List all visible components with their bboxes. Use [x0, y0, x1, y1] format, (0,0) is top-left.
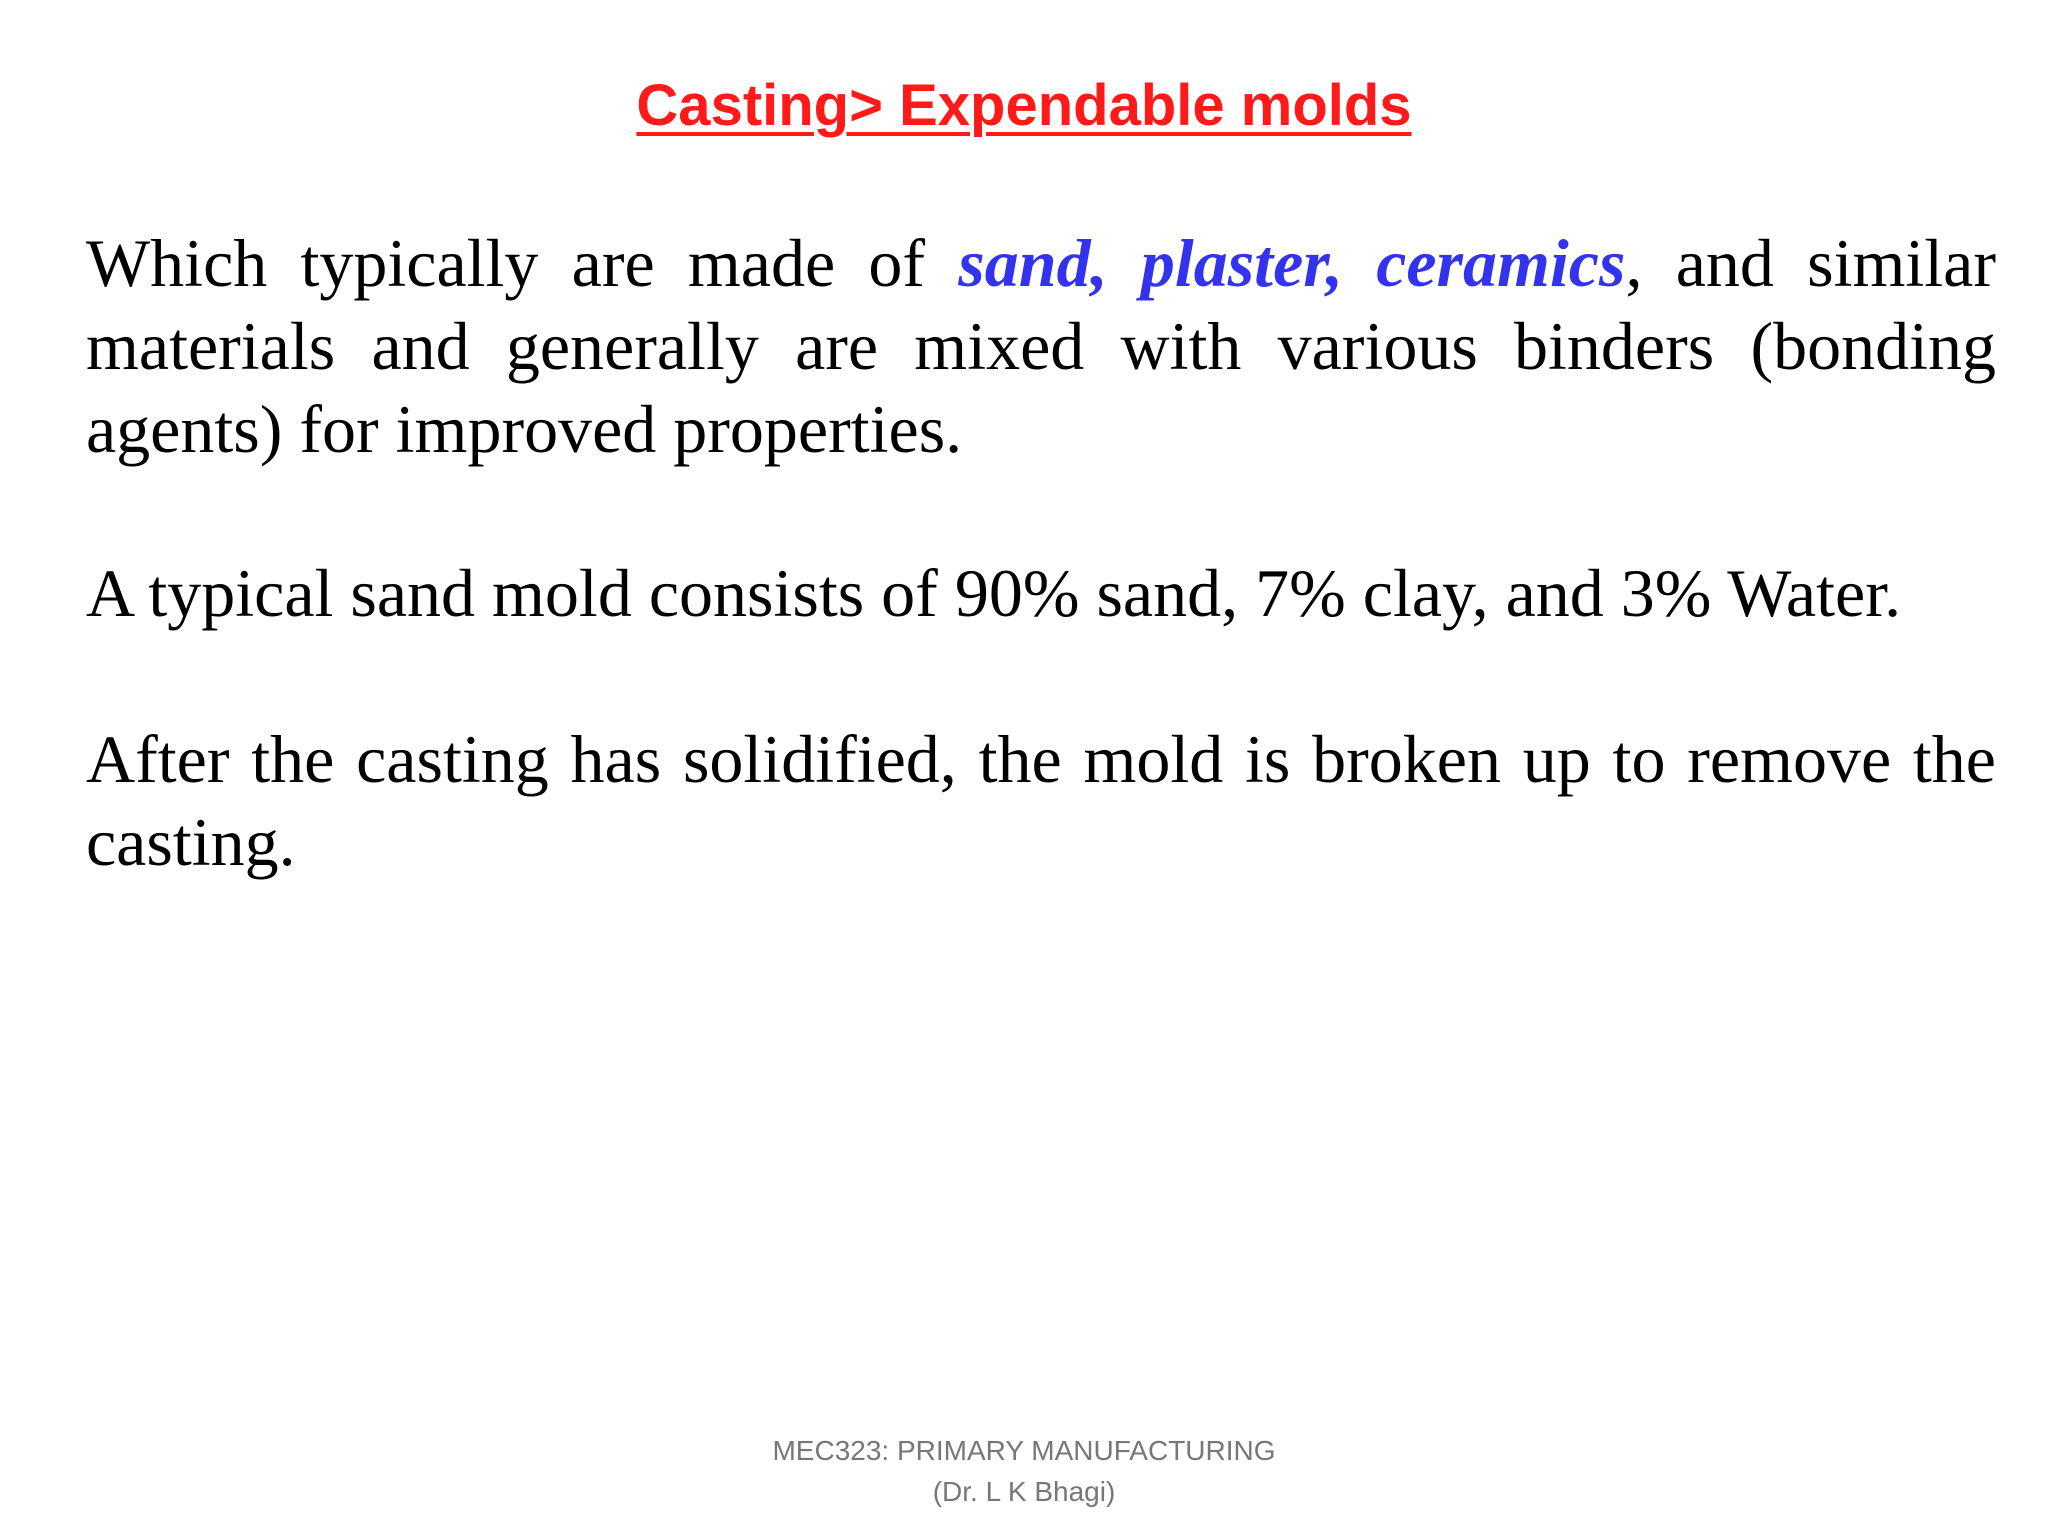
paragraph-mold-materials [86, 222, 1996, 471]
paragraph-mold-materials-rest: , and similar materials and generally are mixed with various binders (bonding agents) for improved properties. [86, 225, 1996, 467]
footer-author: (Dr. L K Bhagi) [932, 1476, 1116, 1507]
slide-title [0, 66, 2048, 146]
slide-footer [0, 1430, 2048, 1512]
paragraph-sand-composition: A typical sand mold consists of 90% sand, 7% clay, and 3% Water. [86, 555, 1902, 631]
footer-course: MEC323: PRIMARY MANUFACTURING [772, 1435, 1276, 1466]
paragraph-mold-materials-lead: Which typically are made of [86, 225, 959, 301]
paragraph-mold-removal: After the casting has solidified, the mold is broken up to remove the casting. [86, 721, 1996, 880]
slide-title-text: Casting> Expendable molds [636, 73, 1412, 138]
highlighted-materials: sand, plaster, ceramics [958, 225, 1626, 301]
